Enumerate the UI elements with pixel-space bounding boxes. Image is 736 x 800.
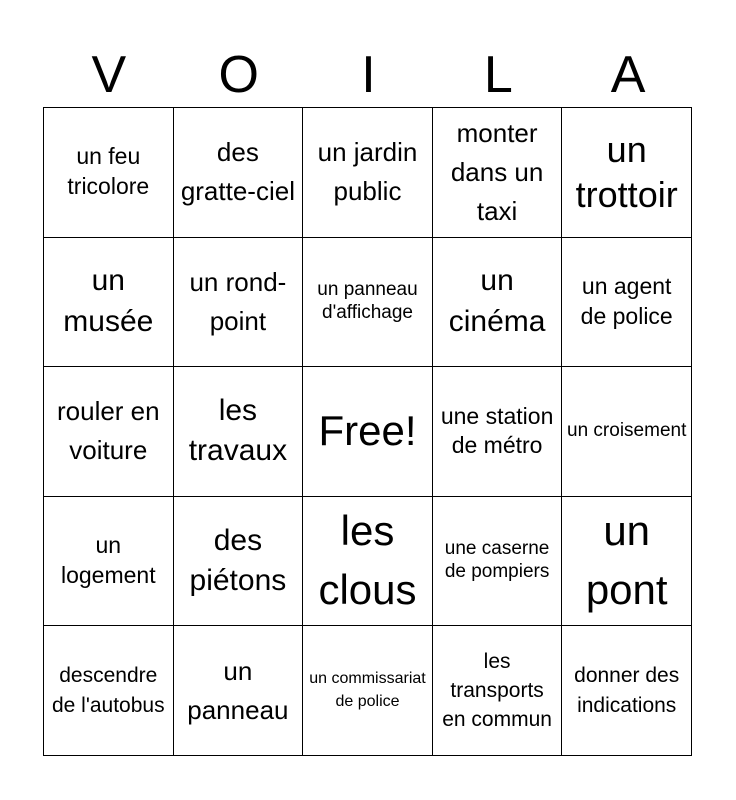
bingo-cell[interactable]	[433, 626, 563, 756]
header-letter: A	[610, 46, 646, 104]
cell-text: un commissariat de police	[309, 670, 426, 710]
header-letter: O	[218, 46, 259, 104]
bingo-cell[interactable]	[44, 626, 174, 756]
cell-text: monter dans un taxi	[450, 117, 544, 226]
bingo-cell[interactable]	[433, 238, 563, 368]
cell-text: un jardin public	[317, 137, 418, 207]
cell-text: un feu tricolore	[67, 143, 150, 200]
bingo-board	[43, 107, 692, 756]
bingo-header	[44, 42, 693, 108]
cell-text: une caserne de pompiers	[444, 538, 550, 583]
cell-text: des gratte-ciel	[180, 137, 295, 207]
bingo-cell[interactable]	[174, 626, 304, 756]
bingo-cell[interactable]	[562, 626, 692, 756]
bingo-cell[interactable]	[174, 497, 304, 627]
bingo-cell[interactable]	[44, 238, 174, 368]
header-letter: V	[91, 46, 127, 104]
free-cell[interactable]	[303, 367, 433, 497]
bingo-cell[interactable]	[174, 367, 304, 497]
cell-text: descendre de l'autobus	[51, 664, 165, 717]
cell-text: rouler en voiture	[56, 396, 160, 466]
bingo-cell[interactable]	[433, 367, 563, 497]
cell-text: des piétons	[189, 523, 287, 598]
bingo-cell[interactable]	[174, 108, 304, 238]
bingo-cell[interactable]	[562, 238, 692, 368]
cell-text: une station de métro	[440, 402, 554, 459]
bingo-cell[interactable]	[44, 497, 174, 627]
cell-text: un panneau	[187, 655, 289, 725]
cell-text: un trottoir	[575, 129, 678, 216]
bingo-cell[interactable]	[174, 238, 304, 368]
bingo-cell[interactable]	[44, 108, 174, 238]
bingo-cell[interactable]	[303, 497, 433, 627]
cell-text: les transports en commun	[442, 649, 552, 732]
cell-text: un logement	[60, 532, 156, 589]
cell-text: Free!	[318, 407, 417, 455]
bingo-cell[interactable]	[303, 108, 433, 238]
cell-text: un musée	[63, 264, 154, 338]
bingo-cell[interactable]	[44, 367, 174, 497]
bingo-cell[interactable]	[303, 238, 433, 368]
bingo-cell[interactable]	[562, 108, 692, 238]
cell-text: un pont	[585, 507, 668, 614]
cell-text: un cinéma	[448, 264, 546, 338]
header-letter: L	[483, 46, 513, 104]
bingo-cell[interactable]	[303, 626, 433, 756]
header-letter: I	[361, 46, 376, 104]
cell-text: un rond-point	[189, 266, 287, 336]
bingo-cell[interactable]	[562, 497, 692, 627]
cell-text: donner des indications	[574, 664, 680, 717]
cell-text: un panneau d'affichage	[317, 279, 418, 323]
cell-text: les travaux	[188, 393, 288, 468]
cell-text: un agent de police	[580, 273, 673, 329]
bingo-cell[interactable]	[562, 367, 692, 497]
cell-text: les clous	[318, 507, 417, 614]
cell-text: un croisement	[567, 420, 687, 442]
bingo-cell[interactable]	[433, 497, 563, 627]
bingo-cell[interactable]	[433, 108, 563, 238]
